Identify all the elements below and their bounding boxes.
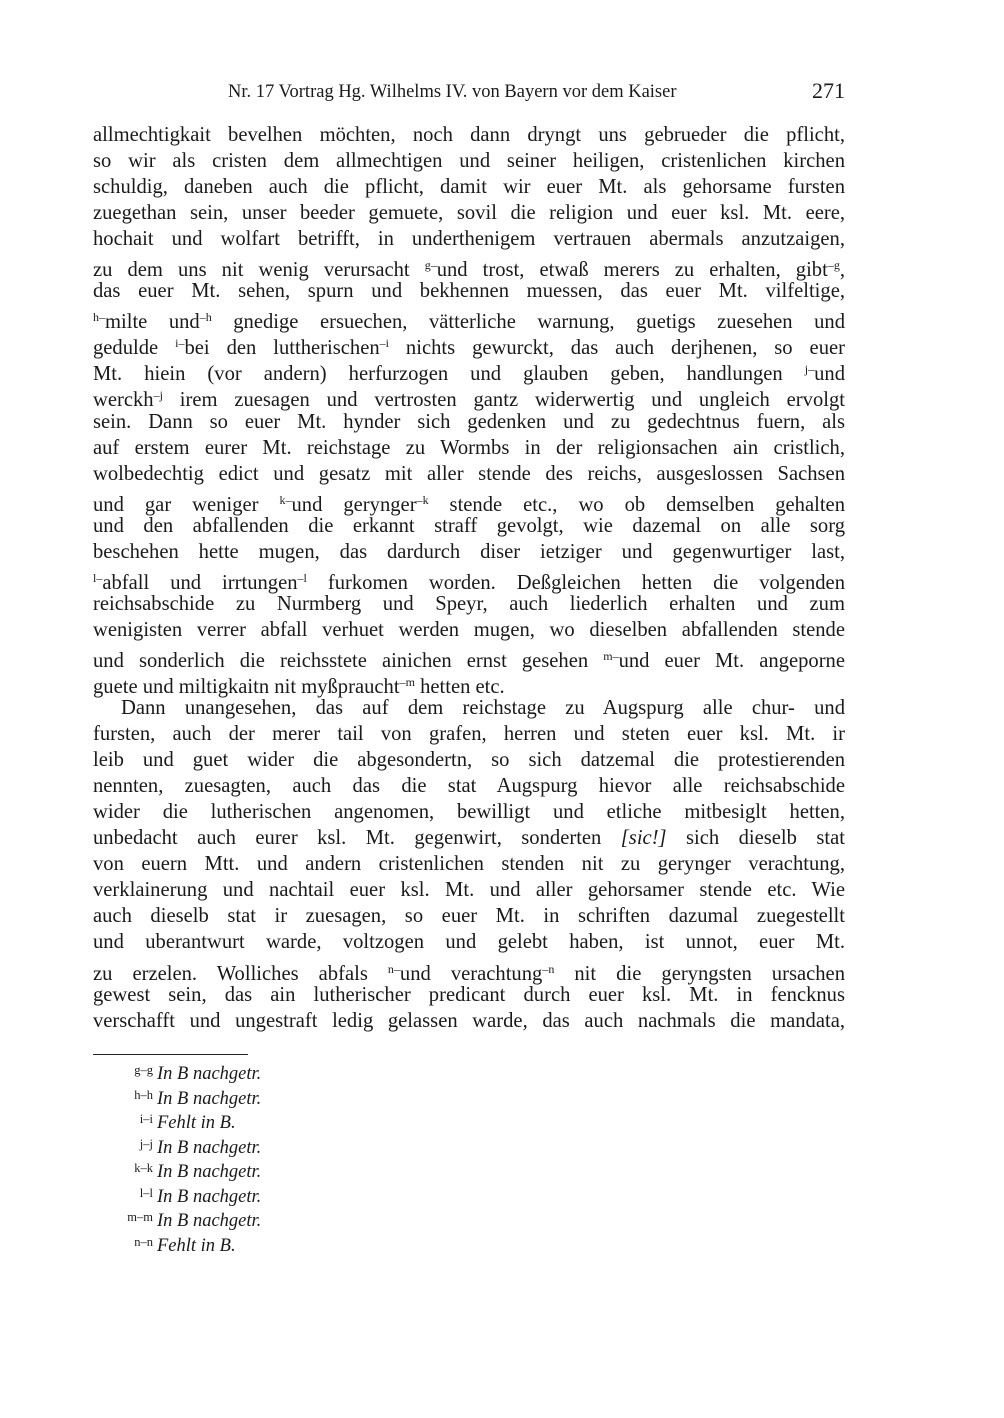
text-segment: auch dieselb stat ir zuesagen, so euer Mt. in schriften dazumal zuegestellt [93, 905, 845, 928]
footnote-marker: –h [199, 310, 212, 325]
text-segment: sich dieselb stat [666, 827, 845, 850]
footnote [93, 1181, 261, 1206]
text-segment: nit die geryngsten ursachen [554, 962, 845, 985]
text-line [93, 487, 845, 516]
text-segment: wenigisten verrer abfall verhuet werden mugen, wo dieselben abfallenden stende [93, 618, 845, 641]
text-segment: fursten, auch der merer tail von grafen, herren und steten euer ksl. Mt. ir [93, 723, 845, 746]
text-segment: und uberantwurt warde, voltzogen und gelebt haben, ist unnot, euer Mt. [93, 931, 845, 954]
text-line [93, 617, 845, 643]
text-segment: und [814, 363, 845, 386]
text-segment: Mt. hiein (vor andern) herfurzogen und glauben geben, handlungen [93, 363, 805, 386]
footnote-text: In B nachgetr. [157, 1137, 262, 1158]
text-segment: und gerynger [291, 493, 417, 516]
text-segment: gnedige ersuechen, vätterliche warnung, guetigs zuesehen und [211, 311, 845, 334]
text-segment: das euer Mt. sehen, spurn und bekhennen muessen, das euer Mt. vilfeltige, [93, 280, 845, 303]
text-line [93, 252, 845, 282]
page-number: 271 [812, 78, 845, 103]
footnote-text: In B nachgetr. [157, 1064, 262, 1084]
text-line [93, 174, 845, 200]
footnote-mark: n–n [134, 1234, 153, 1249]
footnote-marker: –m [399, 674, 415, 689]
text-segment: werckh [93, 389, 154, 412]
text-segment: leib und guet wider die abgesondertn, so sich datzemal die protestierenden [93, 749, 845, 772]
text-segment: und den abfallenden die erkannt straff gevolgt, wie dazemal on alle sorg [93, 514, 845, 537]
running-title: Nr. 17 Vortrag Hg. Wilhelms IV. von Bayern vor dem Kaiser [228, 82, 677, 102]
footnote-marker: m– [603, 648, 619, 663]
text-line [93, 1008, 845, 1034]
text-line [93, 643, 845, 672]
text-segment: stende etc., wo ob demselben gehalten [428, 493, 845, 516]
footnote [93, 1107, 261, 1132]
text-segment: und trost, etwaß merers zu erhalten, gibt [436, 259, 828, 282]
footnote-marker: k– [279, 492, 292, 507]
footnote-mark: g–g [134, 1063, 153, 1077]
text-segment: auf erstem eurer Mt. reichstage zu Wormbs in der religionsachen ain cristlich, [93, 436, 845, 459]
text-line [93, 982, 845, 1008]
footnote [93, 1058, 261, 1083]
text-segment: beschehen hette mugen, das dardurch diser ietziger und gegenwurtiger last, [93, 540, 845, 563]
footnote-mark: j–j [139, 1136, 153, 1151]
text-line [93, 877, 845, 903]
text-line [93, 200, 845, 226]
text-line [93, 278, 845, 304]
text-line [93, 435, 845, 461]
footnote-mark: k–k [134, 1161, 153, 1175]
footnote-text: In B nachgetr. [157, 1186, 262, 1207]
footnote-text: In B nachgetr. [157, 1088, 262, 1109]
text-line [93, 903, 845, 929]
footnote [93, 1205, 261, 1230]
text-segment: abfall und irrtungen [102, 571, 298, 594]
text-segment: nichts gewurckt, das auch derjhenen, so euer [388, 337, 845, 360]
footnote-marker: i– [175, 336, 185, 351]
text-segment: guete und miltigkaitn nit myßpraucht [93, 675, 400, 698]
text-segment: zuegethan sein, unser beeder gemuete, sovil die religion und euer ksl. Mt. eere, [93, 202, 845, 225]
text-segment: allmechtigkait bevelhen möchten, noch dann dryngt uns gebrueder die pflicht, [93, 124, 845, 146]
footnote-marker: –g [827, 258, 840, 273]
text-segment: Dann unangesehen, das auf dem reichstage zu Augspurg alle chur- und [121, 697, 845, 720]
footnote-marker: –j [153, 388, 163, 403]
text-line [93, 122, 845, 148]
footnote-marker: –l [297, 570, 307, 585]
text-segment: schuldig, daneben auch die pflicht, damit wir euer Mt. als gehorsame fursten [93, 176, 845, 199]
footnote-marker: l– [93, 570, 103, 585]
footnote-marker: h– [93, 310, 105, 325]
text-line [93, 956, 845, 985]
footnote-marker: j– [804, 362, 815, 377]
text-segment: und sonderlich die reichsstete ainichen ernst gesehen [93, 649, 604, 672]
text-segment: hetten etc. [414, 675, 505, 698]
text-line [93, 721, 845, 747]
text-line [93, 747, 845, 773]
text-line [93, 799, 845, 825]
text-segment: gedulde [93, 337, 176, 360]
text-line [93, 591, 845, 617]
text-line [93, 539, 845, 565]
text-line [93, 330, 845, 360]
footnote-text: In B nachgetr. [157, 1162, 262, 1182]
text-line [93, 851, 845, 877]
text-segment: , [839, 259, 845, 282]
footnote-marker: –k [416, 492, 429, 507]
footnote-marker: g– [424, 258, 437, 273]
footnote-mark: l–l [139, 1185, 153, 1200]
text-segment: reichsabschide zu Nurmberg und Speyr, auch liederlich erhalten und zum [93, 592, 845, 615]
text-segment: verschafft und ungestraft ledig gelassen warde, das auch nachmals die mandata, [93, 1009, 845, 1032]
text-line [93, 356, 845, 386]
footnotes [93, 1058, 261, 1254]
footnote-mark: h–h [134, 1087, 153, 1102]
text-segment: zu dem uns nit wenig verursacht [93, 259, 425, 282]
text-segment: gewest sein, das ain lutherischer predicant durch euer ksl. Mt. in fencknus [93, 983, 845, 1006]
footnote-divider [93, 1054, 248, 1055]
text-segment: furkomen worden. Deßgleichen hetten die volgenden [306, 571, 845, 594]
text-line [93, 695, 845, 721]
editorial-note: [sic!] [620, 827, 667, 850]
text-segment: milte und [105, 311, 200, 334]
text-segment: hochait und wolfart betrifft, in underthenigem vertrauen abermals anzutzaigen, [93, 228, 845, 251]
text-line [93, 382, 845, 412]
text-segment: so wir als cristen dem allmechtigen und seiner heiligen, cristenlichen kirchen [93, 150, 845, 173]
text-segment: wolbedechtig edict und gesatz mit aller stende des reichs, ausgeslossen Sachsen [93, 462, 845, 485]
text-line [93, 825, 845, 851]
footnote [93, 1156, 261, 1181]
text-line [93, 565, 845, 594]
text-line [93, 669, 845, 698]
text-line [93, 409, 845, 435]
text-segment: nennten, zuesagten, auch das die stat Augspurg hievor alle reichsabschide [93, 775, 845, 798]
footnote [93, 1230, 261, 1255]
text-segment: irem zuesagen und vertrosten gantz widerwertig und ungleich ervolgt [162, 389, 845, 412]
text-segment: sein. Dann so euer Mt. hynder sich gedenken und zu gedechtnus fuern, als [93, 410, 845, 433]
text-segment: bei den luttherischen [184, 337, 380, 360]
text-line [93, 148, 845, 174]
text-segment: von euern Mtt. und andern cristenlichen stenden nit zu gerynger verachtung, [93, 853, 845, 876]
footnote-marker: –i [379, 336, 389, 351]
footnote [93, 1083, 261, 1108]
text-line [93, 929, 845, 955]
footnote-mark: i–i [139, 1112, 153, 1126]
footnote-text: Fehlt in B. [157, 1113, 236, 1133]
footnote [93, 1132, 261, 1157]
text-line [93, 513, 845, 539]
footnote-text: Fehlt in B. [157, 1235, 236, 1256]
footnote-text: In B nachgetr. [157, 1211, 262, 1231]
text-segment: und euer Mt. angeporne [618, 649, 845, 672]
footnote-marker: n– [387, 961, 400, 976]
text-line [93, 461, 845, 487]
text-segment: und gar weniger [93, 493, 280, 516]
text-segment: verklainerung und nachtail euer ksl. Mt. und aller gehorsamer stende etc. Wie [93, 879, 845, 902]
text-line [93, 304, 845, 334]
footnote-marker: –n [542, 961, 555, 976]
text-segment: zu erzelen. Wolliches abfals [93, 962, 388, 985]
running-header [93, 80, 845, 108]
text-segment: unbedacht auch eurer ksl. Mt. gegenwirt, sonderten [93, 827, 621, 850]
text-line [93, 226, 845, 252]
footnote-mark: m–m [127, 1210, 153, 1224]
main-text [93, 122, 845, 1034]
text-segment: und verachtung [399, 962, 543, 985]
text-segment: wider die lutherischen angenomen, bewilligt und etliche mitbesiglt hetten, [93, 801, 845, 824]
text-line [93, 773, 845, 799]
